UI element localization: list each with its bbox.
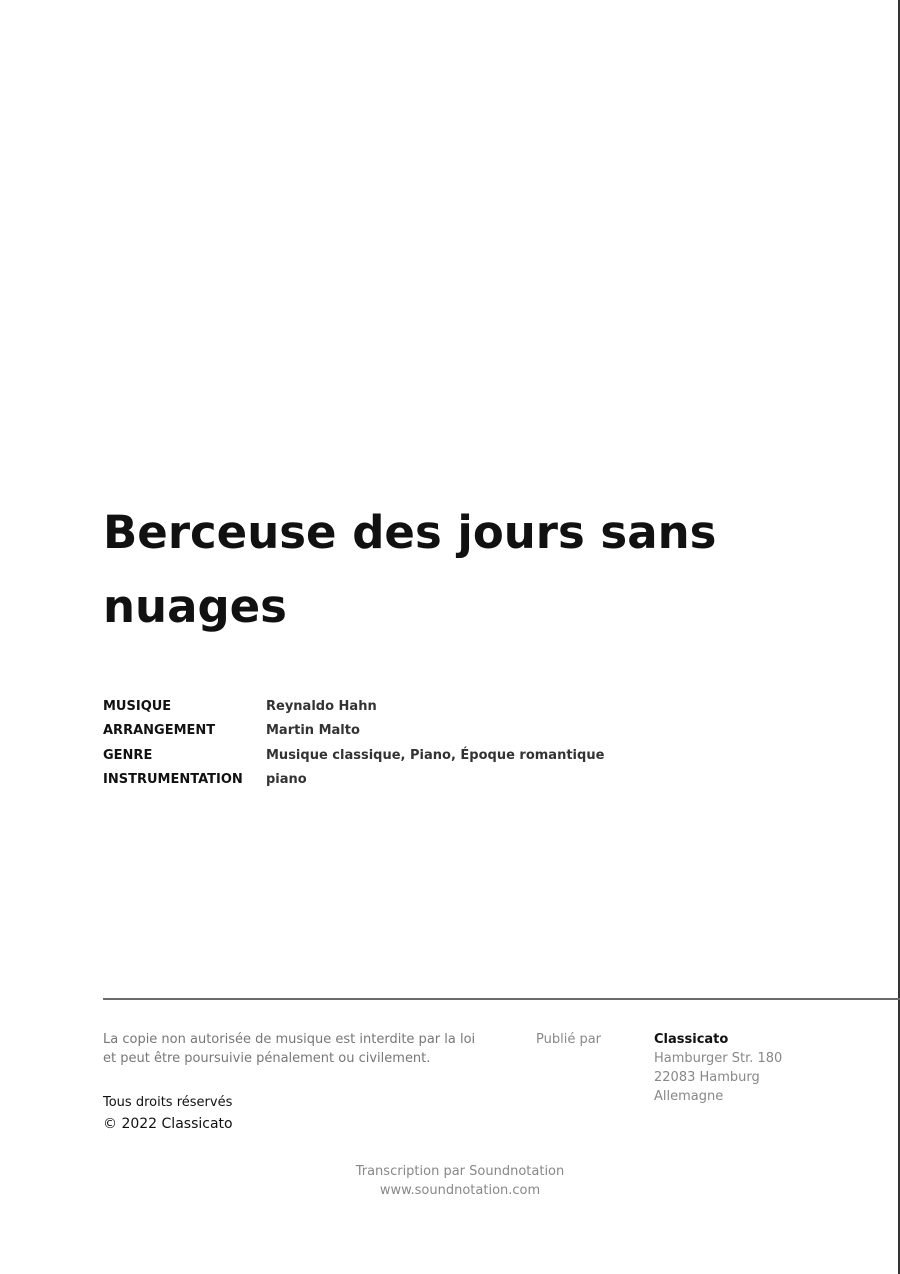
metadata-value: Reynaldo Hahn: [266, 698, 377, 714]
metadata-label: MUSIQUE: [103, 698, 172, 714]
metadata-label: GENRE: [103, 747, 153, 763]
metadata-label: INSTRUMENTATION: [103, 772, 243, 788]
publisher-name: Classicato: [654, 1032, 729, 1047]
metadata-row-genre: [103, 743, 604, 768]
copy-notice: [103, 1030, 503, 1068]
publisher-country: Allemagne: [654, 1089, 724, 1104]
transcription-credit: Transcription par Soundnotation: [355, 1164, 565, 1179]
published-by-label: Publié par: [536, 1032, 602, 1047]
metadata-value: Martin Malto: [266, 723, 360, 739]
metadata-value: Musique classique, Piano, Époque romantique: [266, 747, 605, 763]
metadata-row-music: [103, 694, 604, 719]
footer-divider: [103, 998, 900, 1000]
copyright: © 2022 Classicato: [103, 1116, 233, 1132]
publisher-street: Hamburger Str. 180: [654, 1051, 783, 1066]
website-link[interactable]: www.soundnotation.com: [379, 1183, 541, 1198]
publisher-address: [654, 1030, 782, 1106]
metadata-row-arrangement: [103, 719, 604, 744]
publisher-city: 22083 Hamburg: [654, 1070, 760, 1085]
metadata-table: [103, 694, 604, 792]
copy-notice-line: La copie non autorisée de musique est interdite par la loi: [103, 1032, 476, 1047]
rights-reserved: Tous droits réservés: [103, 1095, 233, 1110]
metadata-row-instrumentation: [103, 768, 604, 793]
transcription-credits: [300, 1162, 620, 1200]
metadata-label: ARRANGEMENT: [103, 723, 216, 739]
metadata-value: piano: [266, 772, 307, 788]
page-title: Berceuse des jours sans nuages: [103, 506, 717, 633]
copy-notice-line: et peut être poursuivie pénalement ou civilement.: [103, 1051, 431, 1066]
